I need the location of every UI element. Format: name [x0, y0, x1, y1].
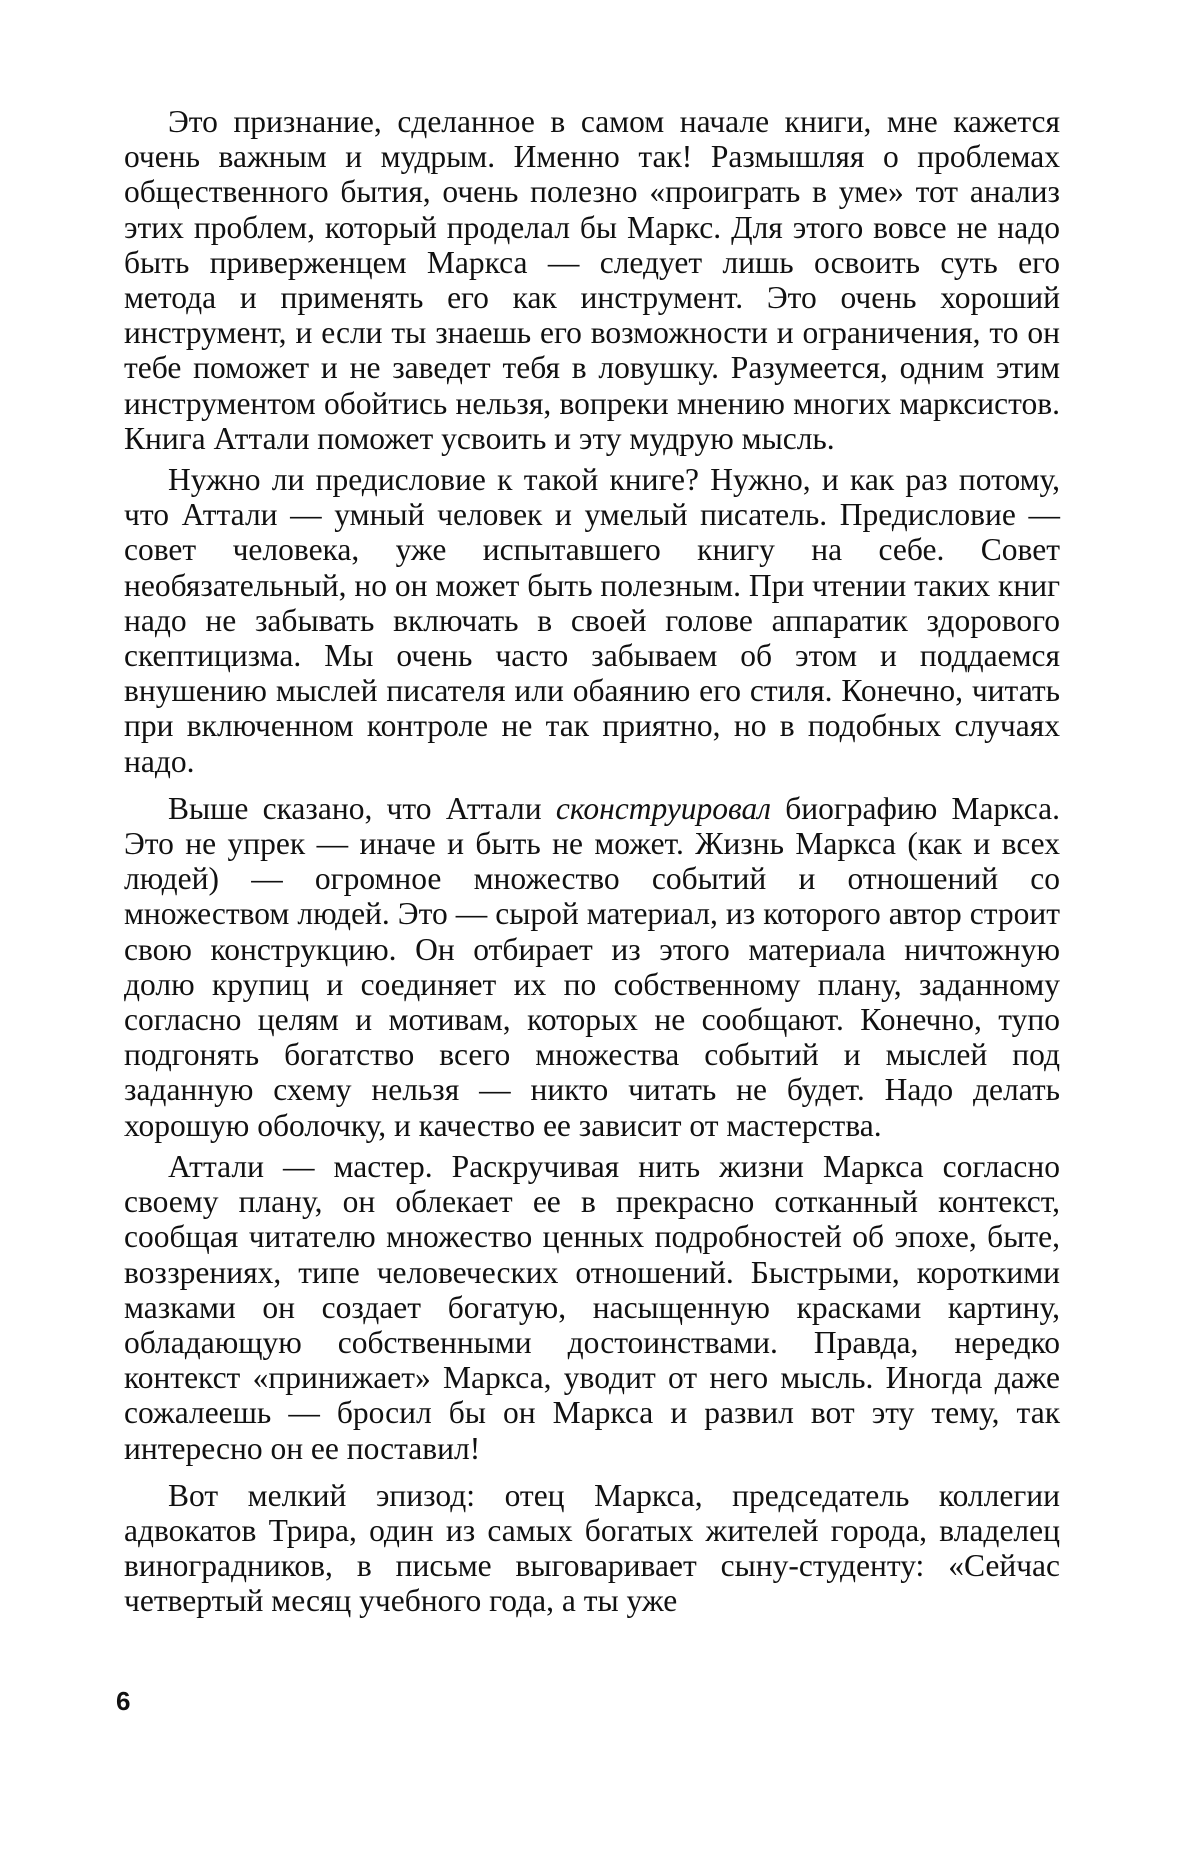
paragraph-5: Вот мелкий эпизод: отец Маркса, председатель коллегии адвокатов Трира, один из самых богатых жителей города, владелец виноградников, в письме выговаривает сыну-студенту: «Сейчас четвертый месяц учебного года, а ты уже: [124, 1477, 1060, 1619]
page-number: 6: [116, 1686, 131, 1716]
italic-emphasis: сконструировал: [555, 790, 771, 826]
paragraph-1: Это признание, сделанное в самом начале книги, мне кажется очень важным и мудрым. Именно так! Размышляя о проблемах общественного бытия, очень полезно «проиграть в уме» тот анализ этих проблем, который проделал бы Маркс. Для этого вовсе не надо быть приверженцем Маркса — следует лишь освоить суть его метода и применять его как инструмент. Это очень хороший инструмент, и если ты знаешь его возможности и ограничения, то он тебе поможет и не заведет тебя в ловушку. Разумеется, одним этим инструментом обойтись нельзя, вопреки мнению многих марксистов. Книга Аттали поможет усвоить и эту мудрую мысль.: [124, 104, 1060, 456]
paragraph-3-start: Выше сказано, что Аттали: [168, 790, 556, 826]
paragraph-3-end: биографию Маркса. Это не упрек — иначе и быть не может. Жизнь Маркса (как и всех людей) — огромное множество событий и отношений со множеством людей. Это — сырой материал, из которого автор строит свою конструкцию. Он отбирает из этого материала ничтожную долю крупиц и соединяет их по собственному плану, заданному согласно целям и мотивам, которых не сообщают. Конечно, тупо подгонять богатство всего множества событий и мыслей под заданную схему нельзя — никто читать не будет. Надо делать хорошую оболочку, и качество ее зависит от мастерства.: [124, 790, 1060, 1143]
paragraph-3: [124, 791, 1060, 1143]
paragraph-2: Нужно ли предисловие к такой книге? Нужно, и как раз потому, что Аттали — умный человек и умелый писатель. Предисловие — совет человека, уже испытавшего книгу на себе. Совет необязательный, но он может быть полезным. При чтении таких книг надо не забывать включать в своей голове аппаратик здорового скептицизма. Мы очень часто забываем об этом и поддаемся внушению мыслей писателя или обаянию его стиля. Конечно, читать при включенном контроле не так приятно, но в подобных случаях надо.: [124, 462, 1060, 779]
paragraph-4: Аттали — мастер. Раскручивая нить жизни Маркса согласно своему плану, он облекает ее в прекрасно сотканный контекст, сообщая читателю множество ценных подробностей об эпохе, быте, воззрениях, типе человеческих отношений. Быстрыми, короткими мазками он создает богатую, насыщенную красками картину, обладающую собственными достоинствами. Правда, нередко контекст «принижает» Маркса, уводит от него мысль. Иногда даже сожалеешь — бросил бы он Маркса и развил вот эту тему, так интересно он ее поставил!: [124, 1148, 1060, 1466]
body-text: [124, 104, 1060, 1619]
